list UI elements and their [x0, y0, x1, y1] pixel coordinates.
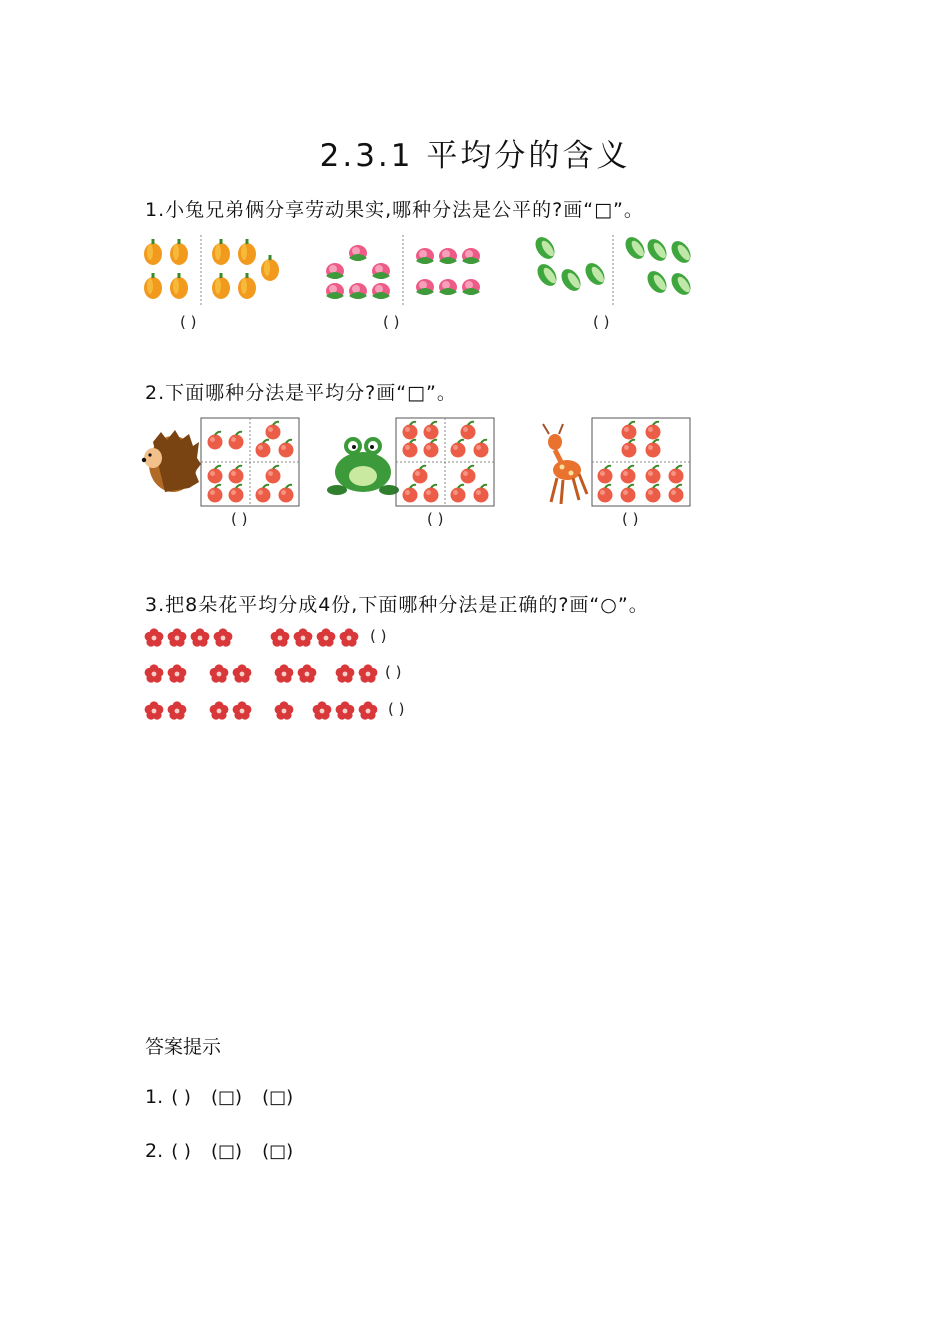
answer-2-item-2: (□) — [211, 1141, 243, 1162]
deer-icon — [543, 424, 587, 504]
q1-illustrations — [135, 230, 715, 310]
cabbage-icons — [532, 234, 695, 305]
q1-blank-1[interactable]: ( ) — [180, 313, 197, 331]
q2-blank-1[interactable]: ( ) — [231, 510, 248, 528]
q2-illustrations — [135, 412, 705, 512]
q3-blank-1[interactable]: ( ) — [370, 627, 387, 645]
answer-1-item-3: (□) — [262, 1087, 294, 1108]
flower-row-1 — [143, 625, 373, 651]
answers-heading: 答案提示 — [145, 1036, 222, 1058]
q2-blank-2[interactable]: ( ) — [427, 510, 444, 528]
question-1-text: 1.小兔兄弟俩分享劳动果实,哪种分法是公平的?画“□”。 — [145, 199, 644, 221]
question-2-text: 2.下面哪种分法是平均分?画“□”。 — [145, 382, 457, 404]
q1-blank-2[interactable]: ( ) — [383, 313, 400, 331]
answer-1-item-2: (□) — [211, 1087, 243, 1108]
q3-blank-2[interactable]: ( ) — [385, 663, 402, 681]
q1-blank-3[interactable]: ( ) — [593, 313, 610, 331]
pepper-icons — [144, 235, 279, 305]
question-3-text: 3.把8朵花平均分成4份,下面哪种分法是正确的?画“○”。 — [145, 594, 649, 616]
answer-1-label: 1. — [145, 1086, 164, 1108]
peach-icons — [326, 235, 480, 305]
q2-blank-3[interactable]: ( ) — [622, 510, 639, 528]
flower-row-2 — [143, 661, 388, 687]
answer-line-1 — [145, 1086, 293, 1108]
answer-2-label: 2. — [145, 1140, 164, 1162]
answer-2-item-3: (□) — [262, 1141, 294, 1162]
hedgehog-icon — [142, 430, 201, 492]
flower-row-3 — [143, 698, 388, 724]
frog-icon — [327, 437, 399, 495]
answer-1-item-1: ( ) — [171, 1087, 191, 1108]
q3-blank-3[interactable]: ( ) — [388, 700, 405, 718]
page-title: 2.3.1 平均分的含义 — [319, 138, 631, 174]
answer-line-2 — [145, 1140, 293, 1162]
answer-2-item-1: ( ) — [171, 1141, 191, 1162]
